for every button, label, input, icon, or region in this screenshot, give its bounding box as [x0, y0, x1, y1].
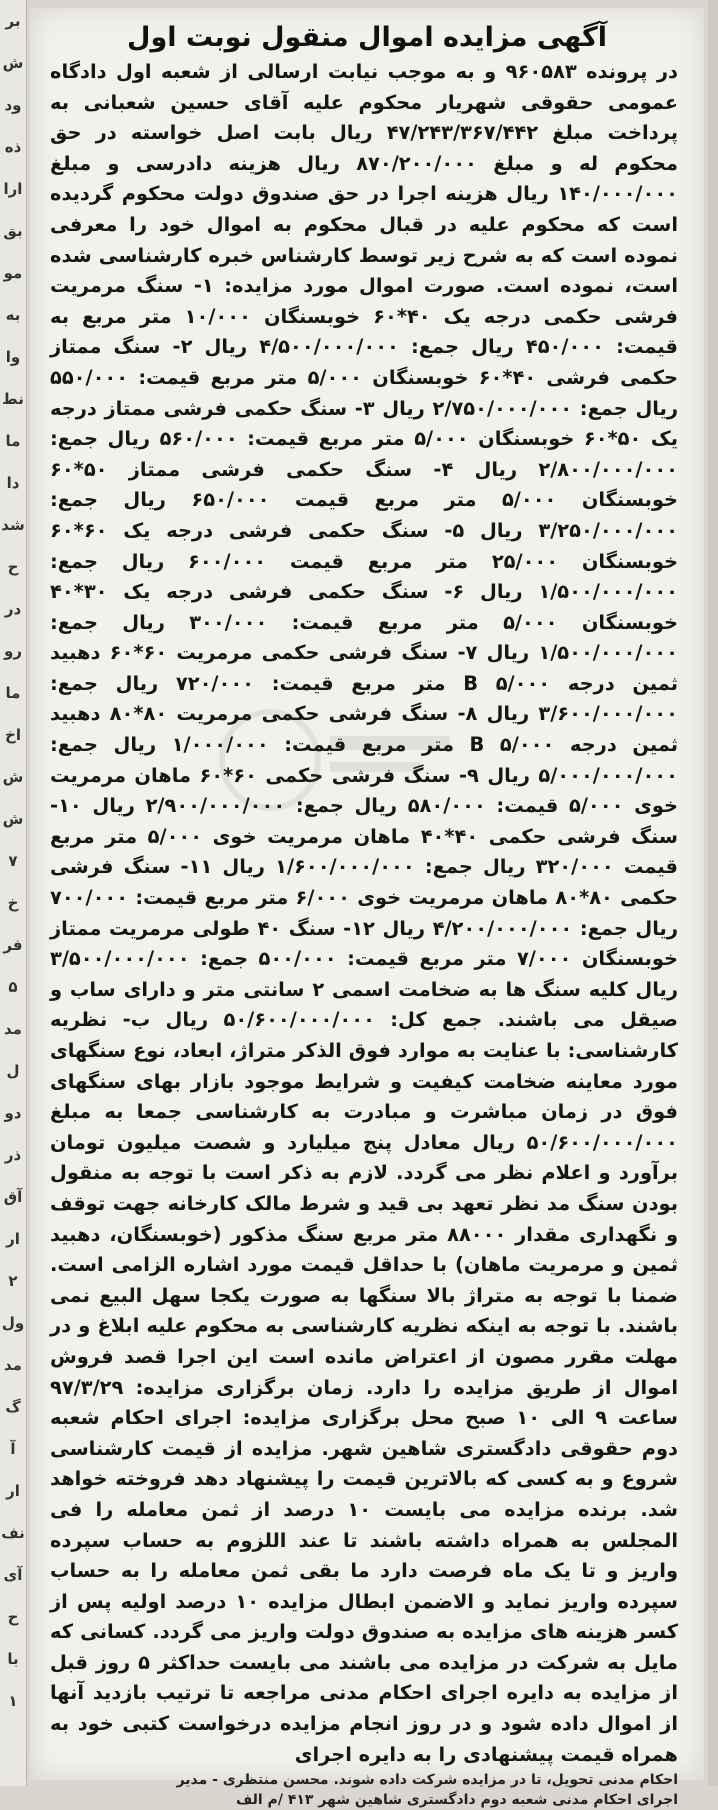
margin-fragment: ح [7, 1608, 19, 1626]
margin-fragment: آی [3, 1566, 23, 1584]
margin-fragment: ذر [4, 1146, 22, 1164]
margin-fragment: مد [4, 1356, 22, 1374]
margin-fragment: ۷ [8, 852, 18, 870]
margin-fragment: ما [5, 684, 21, 702]
margin-fragment: دو [4, 1104, 22, 1122]
footer-signature-line: احکام مدنی تحویل، تا در مزایده شرکت داده شوند. محسن منتظری - مدیر [176, 1772, 678, 1789]
notice-title: آگهی مزایده اموال منقول نوبت اول [127, 22, 607, 53]
margin-fragment: خ [7, 894, 19, 912]
right-edge-strip [708, 0, 718, 1786]
margin-fragment: رو [4, 642, 22, 660]
margin-fragment: وا [5, 348, 21, 366]
notice-body [30, 57, 704, 1770]
margin-fragment: ۱ [8, 1692, 18, 1710]
margin-fragment: ۵ [8, 978, 18, 996]
margin-fragment: ارا [3, 180, 23, 198]
margin-fragment: ار [6, 1482, 20, 1500]
newspaper-clipping [30, 8, 704, 1809]
margin-fragment: مد [4, 1020, 22, 1038]
margin-fragment: ح [7, 558, 19, 576]
margin-fragment: ۲ [8, 1272, 18, 1290]
margin-fragment: ش [2, 768, 24, 786]
margin-fragment: بق [3, 222, 23, 240]
footer-reference-line: اجرای احکام مدنی شعبه دوم دادگستری شاهین شهر ۴۱۳ /م الف [235, 1792, 678, 1809]
margin-fragment: با [7, 1650, 19, 1668]
margin-fragment: ول [1, 1314, 25, 1332]
margin-fragment: ش [2, 54, 24, 72]
margin-fragment: آق [3, 1188, 23, 1206]
margin-fragment: آ [10, 1440, 16, 1458]
margin-fragment: ل [6, 1062, 20, 1080]
margin-fragment: ما [5, 432, 21, 450]
margin-fragment: ذه [4, 138, 22, 156]
margin-fragment: فر [3, 936, 23, 954]
adjacent-column-strip [0, 0, 27, 1786]
margin-fragment: ود [4, 96, 22, 114]
margin-fragment: بر [5, 12, 21, 30]
notice-paragraph: در پرونده ۹۶۰۵۸۳ و به موجب نیابت ارسالی از شعبه اول دادگاه عمومی حقوقی شهریار محکوم علیه آقای حسین شعبانی به پرداخت مبلغ ۴۷/۲۴۳/۳۶۷/۴۴۲ ریال بابت اصل خواسته در حق محکوم له و مبلغ ۸۷۰/۲۰۰/۰۰۰ ریال هزینه دادرسی و مبلغ ۱۴۰/۰۰۰/۰۰۰ ریال هزینه اجرا در حق صندوق دولت محکوم گردیده است که محکوم علیه در قبال محکوم به اموال خود را معرفی نموده است که به شرح زیر توسط کارشناس خبره کارشناسی شده است، نموده است. صورت اموال مورد مزایده: ۱- سنگ مرمریت فرشی حکمی درجه یک ۴۰*۶۰ خوبسنگان ۱۰/۰۰۰ متر مربع به قیمت: ۴۵۰/۰۰۰ ریال جمع: ۴/۵۰۰/۰۰۰/۰۰۰ ریال ۲- سنگ ممتاز حکمی فرشی ۴۰*۶۰ خوبسنگان ۵/۰۰۰ متر مربع قیمت: ۵۵۰/۰۰۰ ریال جمع: ۲/۷۵۰/۰۰۰/۰۰۰ ریال ۳- سنگ حکمی فرشی ممتاز درجه یک ۵۰*۶۰ خوبسنگان ۵/۰۰۰ متر مربع قیمت: ۵۶۰/۰۰۰ ریال جمع: ۲/۸۰۰/۰۰۰/۰۰۰ ریال ۴- سنگ حکمی فرشی ممتاز ۵۰*۶۰ خوبسنگان ۵/۰۰۰ متر مربع قیمت ۶۵۰/۰۰۰ ریال جمع: ۳/۲۵۰/۰۰۰/۰۰۰ ریال ۵- سنگ حکمی فرشی درجه یک ۶۰*۶۰ خوبسنگان ۲۵/۰۰۰ متر مربع قیمت ۶۰۰/۰۰۰ ریال جمع: ۱/۵۰۰/۰۰۰/۰۰۰ ریال ۶- سنگ حکمی فرشی درجه یک ۳۰*۴۰ خوبسنگان ۵/۰۰۰ متر مربع قیمت: ۳۰۰/۰۰۰ ریال جمع: ۱/۵۰۰/۰۰۰/۰۰۰ ریال ۷- سنگ فرشی حکمی مرمریت ۶۰*۶۰ دهبید ثمین درجه B ۵/۰۰۰ متر مربع قیمت: ۷۲۰/۰۰۰ ریال جمع: ۳/۶۰۰/۰۰۰/۰۰۰ ریال ۸- سنگ فرشی حکمی مرمریت ۸۰*۸۰ دهبید ثمین درجه B ۵/۰۰۰ متر مربع قیمت: ۱/۰۰۰/۰۰۰ ریال جمع: ۵/۰۰۰/۰۰۰/۰۰۰ ریال ۹- سنگ فرشی حکمی ۶۰*۶۰ ماهان مرمریت خوی ۵/۰۰۰ قیمت: ۵۸۰/۰۰۰ ریال جمع: ۲/۹۰۰/۰۰۰/۰۰۰ ریال ۱۰- سنگ فرشی حکمی ۴۰*۴۰ ماهان مرمریت خوی ۵/۰۰۰ متر مربع قیمت ۳۲۰/۰۰۰ ریال جمع: ۱/۶۰۰/۰۰۰/۰۰۰ ریال ۱۱- سنگ فرشی حکمی ۸۰*۸۰ ماهان مرمریت خوی ۶/۰۰۰ متر مربع قیمت: ۷۰۰/۰۰۰ ریال جمع: ۴/۲۰۰/۰۰۰/۰۰۰ ریال ۱۲- سنگ ۴۰ طولی مرمریت ممتاز خوبسنگان ۷/۰۰۰ متر مربع قیمت: ۵۰۰/۰۰۰ جمع: ۳/۵۰۰/۰۰۰/۰۰۰ ریال کلیه سنگ ها به ضخامت اسمی ۲ سانتی متر و دارای ساب و صیقل می باشند. جمع کل: ۵۰/۶۰۰/۰۰۰/۰۰۰ ریال ب- نظریه کارشناسی: با عنایت به موارد فوق الذکر متراژ، ابعاد، نوع سنگهای مورد معاینه ضخامت کیفیت و شرایط موجود بازار بهای سنگهای فوق در زمان مباشرت و مبادرت به کارشناسی جمعا به مبلغ ۵۰/۶۰۰/۰۰۰/۰۰۰ ریال معادل پنج میلیارد و شصت میلیون تومان برآورد و اعلام نظر می گردد. لازم به ذکر است با توجه به منقول بودن سنگ مد نظر تعهد بی قید و شرط مالک کارخانه جهت توقف و نگهداری مقدار ۸۸۰۰۰ متر مربع سنگ مذکور (خوبسنگان، دهبید ثمین و مرمریت ماهان) با حداقل قیمت مورد اشاره الزامی است. ضمنا با توجه به متراژ بالا سنگها به صورت یکجا سهل البیع نمی باشند. با توجه به اینکه نظریه کارشناسی به محکوم علیه ابلاغ و در مهلت مقرر مصون از اعتراض مانده است این اجرا قصد فروش اموال از طریق مزایده را دارد. زمان برگزاری مزایده: ۹۷/۳/۲۹ ساعت ۹ الی ۱۰ صبح محل برگزاری مزایده: اجرای احکام شعبه دوم حقوقی دادگستری شاهین شهر. مزایده از قیمت کارشناسی شروع و به کسی که بالاترین قیمت را پیشنهاد دهد فروخته خواهد شد. برنده مزایده می بایست ۱۰ درصد از ثمن معامله را فی المجلس به همراه داشته باشند تا عند اللزوم به حساب سپرده واریز و تا یک ماه فرصت دارد ما بقی ثمن معامله را به حساب سپرده واریز نماید و الاضمن ابطال مزایده ۱۰ درصد اولیه پس از کسر هزینه های مزایده به صندوق دولت واریز می گردد. کسانی که مایل به شرکت در مزایده می باشند می بایست حداکثر ۵ روز قبل از مزایده به دایره اجرای احکام مدنی مراجعه تا ترتیب بازدید آنها از اموال داده شود و در روز انجام مزایده درخواست کتبی خود به همراه قیمت پیشنهادی را به دایره اجرای [50, 60, 679, 1766]
margin-fragment: به [5, 306, 21, 324]
margin-fragment: ش [2, 810, 24, 828]
margin-fragment: نط [2, 390, 24, 408]
margin-fragment: نف [1, 1524, 25, 1542]
margin-fragment: در [4, 600, 22, 618]
margin-fragment: ار [6, 1230, 20, 1248]
margin-fragment: اخ [5, 726, 21, 744]
margin-fragment: گ [5, 1398, 21, 1416]
margin-fragment: شد [1, 516, 25, 534]
margin-fragment: دا [6, 474, 20, 492]
margin-fragment: مو [3, 264, 23, 282]
